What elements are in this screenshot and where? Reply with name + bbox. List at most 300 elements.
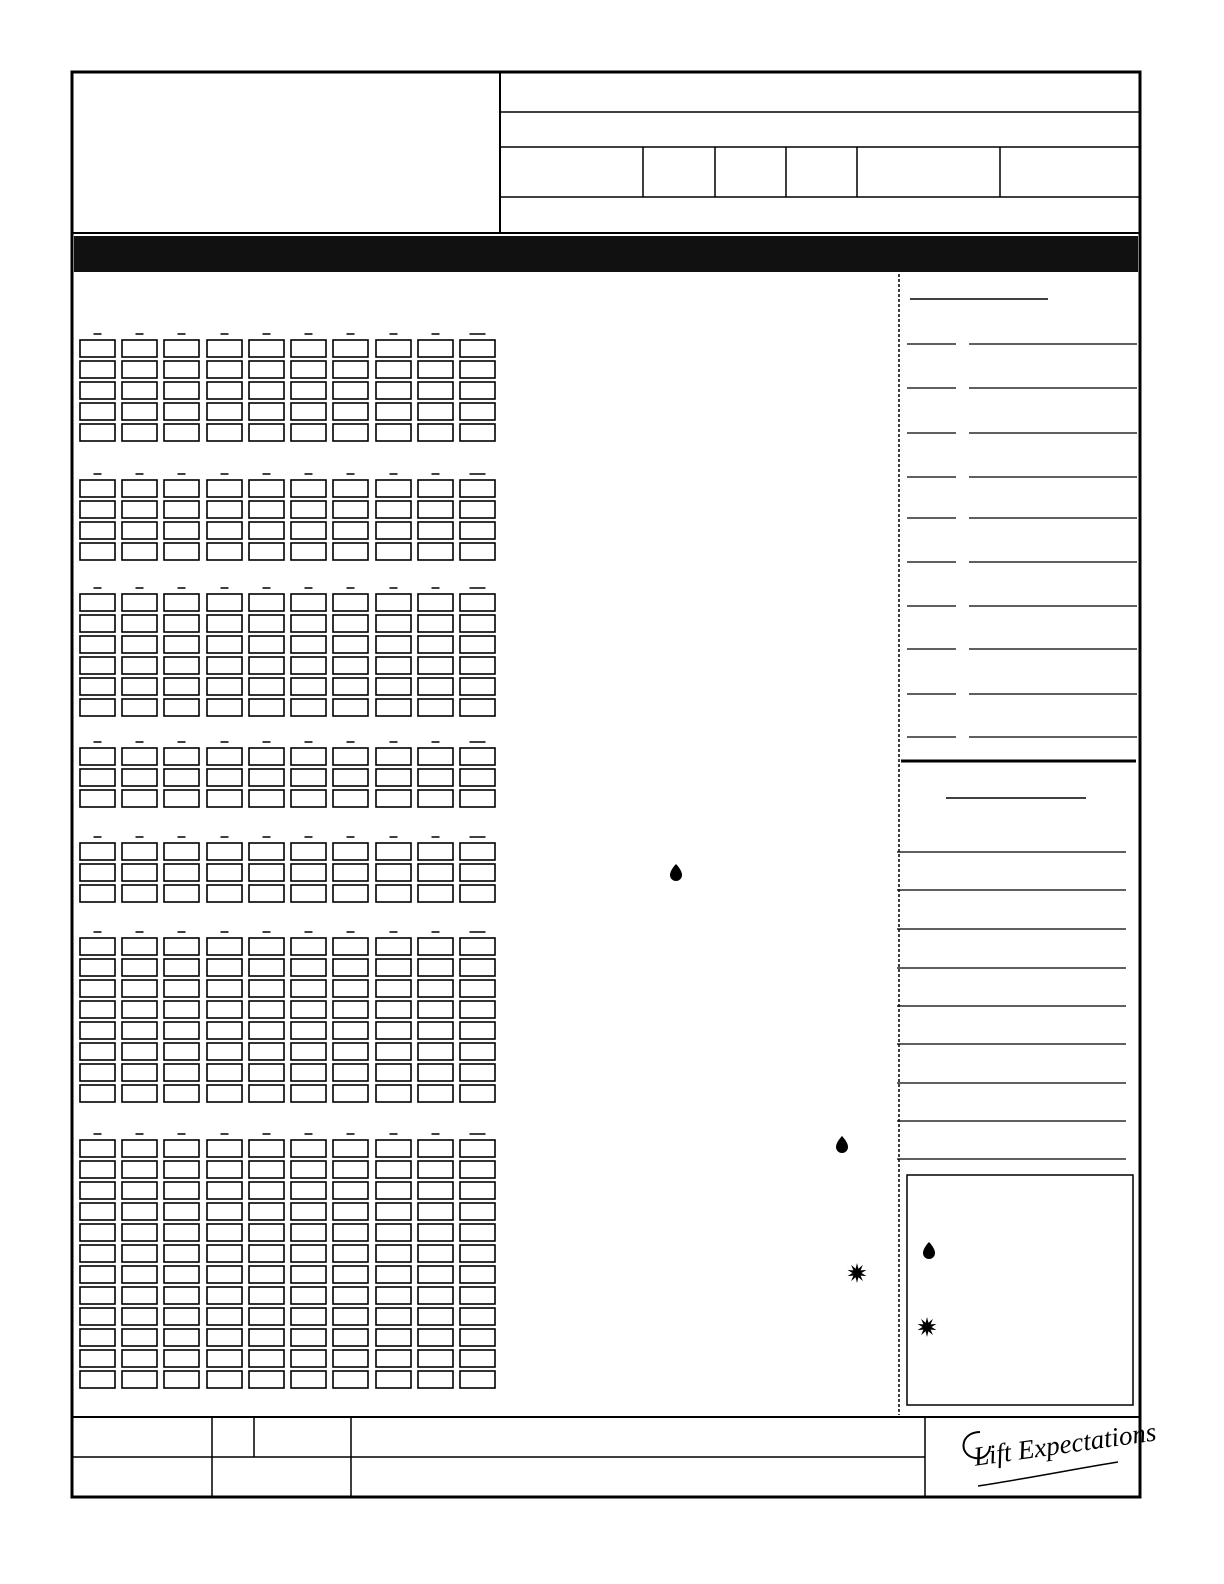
set-entry-box[interactable] [418,501,453,518]
set-entry-box[interactable] [291,424,326,441]
set-entry-box[interactable] [80,769,115,786]
set-entry-box[interactable] [80,480,115,497]
set-entry-box[interactable] [460,1329,495,1346]
set-entry-box[interactable] [80,1287,115,1304]
set-entry-box[interactable] [376,1085,411,1102]
set-entry-box[interactable] [249,938,284,955]
set-entry-box[interactable] [333,769,368,786]
set-entry-box[interactable] [207,340,242,357]
set-entry-box[interactable] [164,678,199,695]
set-entry-box[interactable] [80,1350,115,1367]
set-entry-box[interactable] [418,1287,453,1304]
set-entry-box[interactable] [207,938,242,955]
set-entry-box[interactable] [207,1140,242,1157]
set-entry-box[interactable] [249,382,284,399]
set-entry-box[interactable] [418,1022,453,1039]
set-entry-box[interactable] [207,699,242,716]
set-entry-box[interactable] [291,843,326,860]
set-entry-box[interactable] [249,1001,284,1018]
set-entry-box[interactable] [418,864,453,881]
set-entry-box[interactable] [333,1329,368,1346]
set-entry-box[interactable] [164,1245,199,1262]
set-entry-box[interactable] [164,1022,199,1039]
set-entry-box[interactable] [207,1161,242,1178]
set-entry-box[interactable] [207,769,242,786]
set-entry-box[interactable] [164,1161,199,1178]
set-entry-box[interactable] [249,1085,284,1102]
set-entry-box[interactable] [207,1022,242,1039]
set-entry-box[interactable] [291,1064,326,1081]
set-entry-box[interactable] [418,361,453,378]
set-entry-box[interactable] [376,657,411,674]
set-entry-box[interactable] [207,1224,242,1241]
set-entry-box[interactable] [376,1140,411,1157]
set-entry-box[interactable] [291,594,326,611]
set-entry-box[interactable] [418,1203,453,1220]
set-entry-box[interactable] [291,678,326,695]
set-entry-box[interactable] [122,1371,157,1388]
set-entry-box[interactable] [80,424,115,441]
set-entry-box[interactable] [249,864,284,881]
set-entry-box[interactable] [207,657,242,674]
set-entry-box[interactable] [122,594,157,611]
set-entry-box[interactable] [333,885,368,902]
set-entry-box[interactable] [249,959,284,976]
set-entry-box[interactable] [376,1245,411,1262]
set-entry-box[interactable] [460,501,495,518]
set-entry-box[interactable] [80,959,115,976]
set-entry-box[interactable] [333,1022,368,1039]
set-entry-box[interactable] [249,885,284,902]
set-entry-box[interactable] [460,748,495,765]
set-entry-box[interactable] [460,1043,495,1060]
set-entry-box[interactable] [418,636,453,653]
set-entry-box[interactable] [80,748,115,765]
set-entry-box[interactable] [164,1085,199,1102]
set-entry-box[interactable] [291,885,326,902]
set-entry-box[interactable] [207,748,242,765]
set-entry-box[interactable] [164,843,199,860]
set-entry-box[interactable] [207,1371,242,1388]
set-entry-box[interactable] [80,678,115,695]
set-entry-box[interactable] [376,980,411,997]
set-entry-box[interactable] [418,790,453,807]
set-entry-box[interactable] [418,615,453,632]
set-entry-box[interactable] [291,1043,326,1060]
set-entry-box[interactable] [122,1182,157,1199]
set-entry-box[interactable] [249,1064,284,1081]
set-entry-box[interactable] [122,340,157,357]
set-entry-box[interactable] [376,340,411,357]
set-entry-box[interactable] [418,1085,453,1102]
set-entry-box[interactable] [164,424,199,441]
set-entry-box[interactable] [333,1161,368,1178]
set-entry-box[interactable] [249,843,284,860]
set-entry-box[interactable] [460,1140,495,1157]
set-entry-box[interactable] [207,480,242,497]
set-entry-box[interactable] [333,1182,368,1199]
set-entry-box[interactable] [291,1161,326,1178]
set-entry-box[interactable] [291,1140,326,1157]
set-entry-box[interactable] [207,843,242,860]
set-entry-box[interactable] [291,1001,326,1018]
set-entry-box[interactable] [376,361,411,378]
set-entry-box[interactable] [418,403,453,420]
set-entry-box[interactable] [164,522,199,539]
set-entry-box[interactable] [333,980,368,997]
set-entry-box[interactable] [376,1308,411,1325]
set-entry-box[interactable] [291,1329,326,1346]
set-entry-box[interactable] [418,1001,453,1018]
set-entry-box[interactable] [122,1043,157,1060]
set-entry-box[interactable] [460,382,495,399]
set-entry-box[interactable] [418,424,453,441]
set-entry-box[interactable] [291,1022,326,1039]
set-entry-box[interactable] [376,1350,411,1367]
set-entry-box[interactable] [249,1182,284,1199]
set-entry-box[interactable] [122,480,157,497]
set-entry-box[interactable] [164,615,199,632]
set-entry-box[interactable] [164,959,199,976]
set-entry-box[interactable] [207,1308,242,1325]
set-entry-box[interactable] [376,636,411,653]
set-entry-box[interactable] [291,1266,326,1283]
set-entry-box[interactable] [291,699,326,716]
set-entry-box[interactable] [333,340,368,357]
set-entry-box[interactable] [122,1224,157,1241]
set-entry-box[interactable] [122,636,157,653]
set-entry-box[interactable] [249,1329,284,1346]
set-entry-box[interactable] [333,1001,368,1018]
set-entry-box[interactable] [291,543,326,560]
set-entry-box[interactable] [80,1371,115,1388]
set-entry-box[interactable] [122,959,157,976]
set-entry-box[interactable] [164,1308,199,1325]
set-entry-box[interactable] [122,1329,157,1346]
set-entry-box[interactable] [460,657,495,674]
set-entry-box[interactable] [122,424,157,441]
set-entry-box[interactable] [164,1371,199,1388]
set-entry-box[interactable] [80,938,115,955]
set-entry-box[interactable] [291,403,326,420]
set-entry-box[interactable] [333,1085,368,1102]
set-entry-box[interactable] [164,657,199,674]
set-entry-box[interactable] [376,522,411,539]
set-entry-box[interactable] [249,543,284,560]
set-entry-box[interactable] [418,1266,453,1283]
set-entry-box[interactable] [164,769,199,786]
set-entry-box[interactable] [291,980,326,997]
set-entry-box[interactable] [460,959,495,976]
set-entry-box[interactable] [291,748,326,765]
set-entry-box[interactable] [376,594,411,611]
set-entry-box[interactable] [122,980,157,997]
set-entry-box[interactable] [80,1022,115,1039]
set-entry-box[interactable] [164,382,199,399]
set-entry-box[interactable] [460,980,495,997]
set-entry-box[interactable] [207,522,242,539]
set-entry-box[interactable] [249,361,284,378]
set-entry-box[interactable] [164,864,199,881]
set-entry-box[interactable] [460,1064,495,1081]
set-entry-box[interactable] [80,403,115,420]
set-entry-box[interactable] [376,403,411,420]
set-entry-box[interactable] [207,1245,242,1262]
set-entry-box[interactable] [122,748,157,765]
set-entry-box[interactable] [122,843,157,860]
set-entry-box[interactable] [249,769,284,786]
set-entry-box[interactable] [460,1203,495,1220]
set-entry-box[interactable] [122,543,157,560]
set-entry-box[interactable] [460,480,495,497]
set-entry-box[interactable] [418,1064,453,1081]
set-entry-box[interactable] [80,615,115,632]
set-entry-box[interactable] [164,980,199,997]
set-entry-box[interactable] [164,1329,199,1346]
set-entry-box[interactable] [122,1085,157,1102]
set-entry-box[interactable] [164,1203,199,1220]
set-entry-box[interactable] [333,1245,368,1262]
set-entry-box[interactable] [460,424,495,441]
set-entry-box[interactable] [333,594,368,611]
set-entry-box[interactable] [207,382,242,399]
set-entry-box[interactable] [376,1182,411,1199]
set-entry-box[interactable] [207,1266,242,1283]
set-entry-box[interactable] [122,790,157,807]
set-entry-box[interactable] [333,1371,368,1388]
set-entry-box[interactable] [460,1371,495,1388]
set-entry-box[interactable] [207,1287,242,1304]
set-entry-box[interactable] [80,594,115,611]
set-entry-box[interactable] [333,790,368,807]
set-entry-box[interactable] [164,501,199,518]
set-entry-box[interactable] [333,843,368,860]
set-entry-box[interactable] [122,1266,157,1283]
set-entry-box[interactable] [376,480,411,497]
set-entry-box[interactable] [418,748,453,765]
set-entry-box[interactable] [333,959,368,976]
set-entry-box[interactable] [80,885,115,902]
set-entry-box[interactable] [376,1329,411,1346]
set-entry-box[interactable] [333,361,368,378]
set-entry-box[interactable] [418,1350,453,1367]
set-entry-box[interactable] [80,657,115,674]
set-entry-box[interactable] [460,340,495,357]
set-entry-box[interactable] [249,1287,284,1304]
set-entry-box[interactable] [460,1224,495,1241]
set-entry-box[interactable] [291,501,326,518]
set-entry-box[interactable] [460,615,495,632]
set-entry-box[interactable] [122,522,157,539]
set-entry-box[interactable] [418,1043,453,1060]
set-entry-box[interactable] [164,1064,199,1081]
set-entry-box[interactable] [376,543,411,560]
set-entry-box[interactable] [460,864,495,881]
set-entry-box[interactable] [460,769,495,786]
set-entry-box[interactable] [164,340,199,357]
set-entry-box[interactable] [207,615,242,632]
set-entry-box[interactable] [418,769,453,786]
set-entry-box[interactable] [249,1140,284,1157]
set-entry-box[interactable] [80,980,115,997]
set-entry-box[interactable] [249,1266,284,1283]
set-entry-box[interactable] [376,790,411,807]
set-entry-box[interactable] [376,769,411,786]
set-entry-box[interactable] [460,361,495,378]
set-entry-box[interactable] [164,885,199,902]
set-entry-box[interactable] [418,1308,453,1325]
set-entry-box[interactable] [460,699,495,716]
set-entry-box[interactable] [291,615,326,632]
set-entry-box[interactable] [249,424,284,441]
set-entry-box[interactable] [376,1266,411,1283]
set-entry-box[interactable] [291,1085,326,1102]
set-entry-box[interactable] [291,1350,326,1367]
set-entry-box[interactable] [460,1085,495,1102]
set-entry-box[interactable] [80,543,115,560]
set-entry-box[interactable] [207,1001,242,1018]
set-entry-box[interactable] [460,1350,495,1367]
set-entry-box[interactable] [460,1022,495,1039]
set-entry-box[interactable] [291,864,326,881]
set-entry-box[interactable] [80,382,115,399]
set-entry-box[interactable] [333,748,368,765]
set-entry-box[interactable] [164,543,199,560]
set-entry-box[interactable] [418,522,453,539]
set-entry-box[interactable] [418,480,453,497]
set-entry-box[interactable] [376,1064,411,1081]
set-entry-box[interactable] [80,1085,115,1102]
set-entry-box[interactable] [376,1371,411,1388]
set-entry-box[interactable] [418,657,453,674]
set-entry-box[interactable] [333,938,368,955]
set-entry-box[interactable] [164,1266,199,1283]
set-entry-box[interactable] [207,1182,242,1199]
set-entry-box[interactable] [333,1224,368,1241]
set-entry-box[interactable] [80,1224,115,1241]
set-entry-box[interactable] [291,361,326,378]
set-entry-box[interactable] [122,1064,157,1081]
set-entry-box[interactable] [80,1043,115,1060]
set-entry-box[interactable] [122,657,157,674]
set-entry-box[interactable] [122,678,157,695]
set-entry-box[interactable] [291,657,326,674]
set-entry-box[interactable] [249,1161,284,1178]
set-entry-box[interactable] [164,361,199,378]
set-entry-box[interactable] [333,1266,368,1283]
set-entry-box[interactable] [418,885,453,902]
set-entry-box[interactable] [122,615,157,632]
set-entry-box[interactable] [460,594,495,611]
set-entry-box[interactable] [376,748,411,765]
set-entry-box[interactable] [164,1287,199,1304]
set-entry-box[interactable] [122,1161,157,1178]
set-entry-box[interactable] [164,594,199,611]
set-entry-box[interactable] [249,522,284,539]
set-entry-box[interactable] [249,980,284,997]
set-entry-box[interactable] [291,1203,326,1220]
set-entry-box[interactable] [207,790,242,807]
set-entry-box[interactable] [249,480,284,497]
set-entry-box[interactable] [249,615,284,632]
set-entry-box[interactable] [460,1308,495,1325]
set-entry-box[interactable] [80,522,115,539]
set-entry-box[interactable] [333,657,368,674]
set-entry-box[interactable] [333,699,368,716]
set-entry-box[interactable] [460,885,495,902]
set-entry-box[interactable] [249,678,284,695]
set-entry-box[interactable] [207,1203,242,1220]
set-entry-box[interactable] [460,1287,495,1304]
set-entry-box[interactable] [207,403,242,420]
set-entry-box[interactable] [418,980,453,997]
set-entry-box[interactable] [291,636,326,653]
set-entry-box[interactable] [460,1266,495,1283]
set-entry-box[interactable] [418,543,453,560]
set-entry-box[interactable] [122,403,157,420]
set-entry-box[interactable] [418,938,453,955]
set-entry-box[interactable] [376,885,411,902]
set-entry-box[interactable] [164,480,199,497]
set-entry-box[interactable] [249,1043,284,1060]
set-entry-box[interactable] [291,959,326,976]
set-entry-box[interactable] [418,1182,453,1199]
set-entry-box[interactable] [376,699,411,716]
set-entry-box[interactable] [291,382,326,399]
set-entry-box[interactable] [418,1329,453,1346]
set-entry-box[interactable] [80,790,115,807]
set-entry-box[interactable] [376,382,411,399]
set-entry-box[interactable] [164,403,199,420]
set-entry-box[interactable] [80,636,115,653]
set-entry-box[interactable] [207,594,242,611]
set-entry-box[interactable] [80,1308,115,1325]
set-entry-box[interactable] [333,403,368,420]
set-entry-box[interactable] [122,699,157,716]
set-entry-box[interactable] [249,699,284,716]
set-entry-box[interactable] [333,1287,368,1304]
set-entry-box[interactable] [207,980,242,997]
set-entry-box[interactable] [164,1224,199,1241]
set-entry-box[interactable] [122,1022,157,1039]
set-entry-box[interactable] [376,1224,411,1241]
set-entry-box[interactable] [333,382,368,399]
set-entry-box[interactable] [291,480,326,497]
set-entry-box[interactable] [460,522,495,539]
set-entry-box[interactable] [80,1140,115,1157]
set-entry-box[interactable] [80,843,115,860]
set-entry-box[interactable] [249,790,284,807]
set-entry-box[interactable] [376,615,411,632]
set-entry-box[interactable] [291,1371,326,1388]
set-entry-box[interactable] [333,678,368,695]
set-entry-box[interactable] [333,615,368,632]
set-entry-box[interactable] [333,543,368,560]
set-entry-box[interactable] [207,1043,242,1060]
set-entry-box[interactable] [80,1245,115,1262]
set-entry-box[interactable] [460,790,495,807]
set-entry-box[interactable] [80,1203,115,1220]
set-entry-box[interactable] [376,1001,411,1018]
set-entry-box[interactable] [249,594,284,611]
set-entry-box[interactable] [460,1161,495,1178]
set-entry-box[interactable] [418,340,453,357]
set-entry-box[interactable] [207,361,242,378]
set-entry-box[interactable] [460,1001,495,1018]
set-entry-box[interactable] [164,1182,199,1199]
set-entry-box[interactable] [291,1224,326,1241]
set-entry-box[interactable] [249,403,284,420]
